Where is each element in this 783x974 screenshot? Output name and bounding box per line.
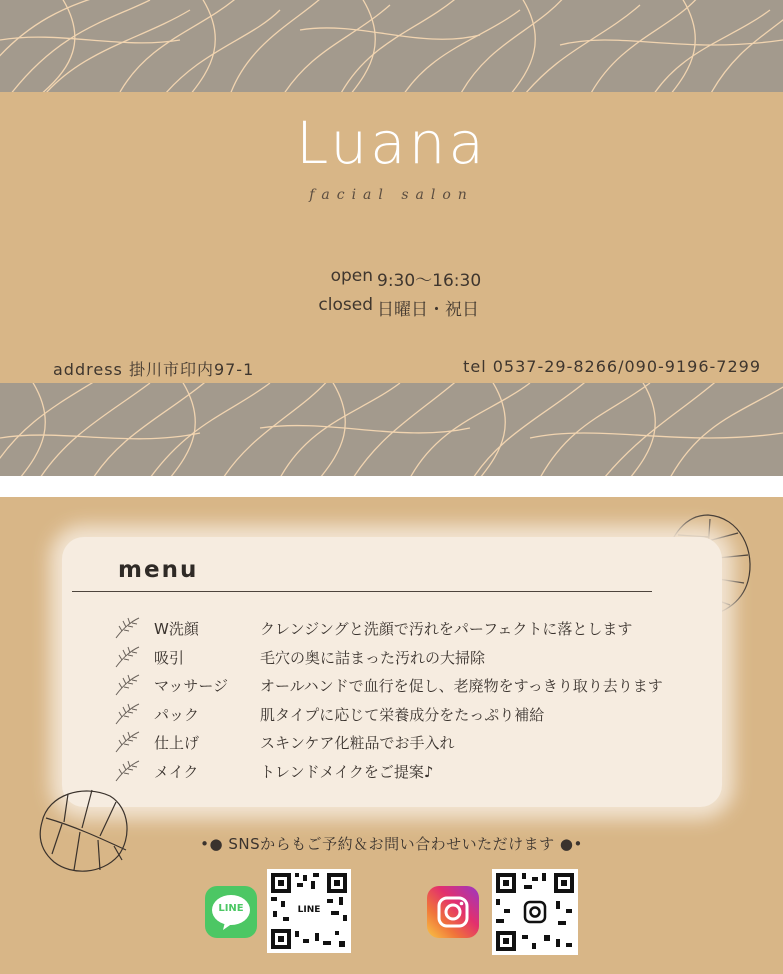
business-hours	[303, 266, 481, 324]
feather-icon	[112, 702, 142, 726]
instagram-qr-code[interactable]	[492, 869, 578, 955]
menu-item-desc: クレンジングと洗顔で汚れをパーフェクトに落とします	[260, 619, 633, 638]
feather-icon	[112, 616, 142, 640]
address: address 掛川市印内97-1	[53, 360, 255, 379]
menu-item	[112, 615, 632, 641]
menu-item-name: W洗顔	[154, 619, 199, 638]
menu-item-desc: 毛穴の奥に詰まった汚れの大掃除	[260, 648, 486, 667]
brand-name: Luana	[296, 109, 487, 177]
menu-item-name: 吸引	[154, 648, 185, 667]
hours-closed-value: 日曜日・祝日	[377, 300, 479, 320]
menu-item-name: メイク	[154, 762, 199, 781]
hours-open-row	[303, 266, 481, 295]
menu-item	[112, 758, 433, 784]
line-icon[interactable]	[205, 886, 257, 938]
menu-item-desc: トレンドメイクをご提案♪	[260, 762, 434, 781]
menu-item	[112, 644, 485, 670]
qr-code-icon	[492, 869, 578, 955]
menu-item-desc: スキンケア化粧品でお手入れ	[260, 733, 455, 752]
sns-message: •● SNSからもご予約＆お問い合わせいただけます ●•	[200, 835, 583, 853]
hours-open-label: open	[330, 266, 373, 286]
menu-item	[112, 729, 455, 755]
menu-title: menu	[118, 557, 199, 583]
feather-icon	[112, 645, 142, 669]
camera-icon	[427, 886, 479, 938]
line-qr-label: LINE	[297, 905, 321, 915]
feather-icon	[112, 673, 142, 697]
menu-item-desc: 肌タイプに応じて栄養成分をたっぷり補給	[260, 705, 545, 724]
line-icon-label: LINE	[218, 903, 244, 914]
menu-item-name: パック	[154, 705, 200, 724]
brand-subtitle: facial salon	[309, 187, 474, 203]
hours-closed-label: closed	[318, 295, 373, 315]
hours-closed-row	[303, 295, 481, 324]
leaf-pattern-top	[0, 0, 783, 92]
feather-icon	[112, 730, 142, 754]
card-front	[0, 92, 783, 383]
leaf-pattern-top-art	[0, 0, 783, 92]
monstera-leaf-icon	[34, 782, 134, 878]
menu-item-name: 仕上げ	[154, 733, 200, 752]
hours-open-value: 9:30〜16:30	[377, 271, 482, 291]
instagram-icon[interactable]	[427, 886, 479, 938]
card-back	[0, 497, 783, 974]
telephone: tel 0537-29-8266/090-9196-7299	[463, 357, 761, 376]
feather-icon	[112, 759, 142, 783]
menu-item-desc: オールハンドで血行を促し、老廃物をすっきり取り去ります	[260, 676, 663, 695]
menu-item-name: マッサージ	[154, 676, 229, 695]
menu-divider	[72, 591, 652, 592]
line-qr-code[interactable]	[267, 869, 351, 953]
menu-item	[112, 672, 663, 698]
leaf-pattern-bottom	[0, 383, 783, 476]
leaf-pattern-bottom-art	[0, 383, 783, 476]
menu-item	[112, 701, 544, 727]
